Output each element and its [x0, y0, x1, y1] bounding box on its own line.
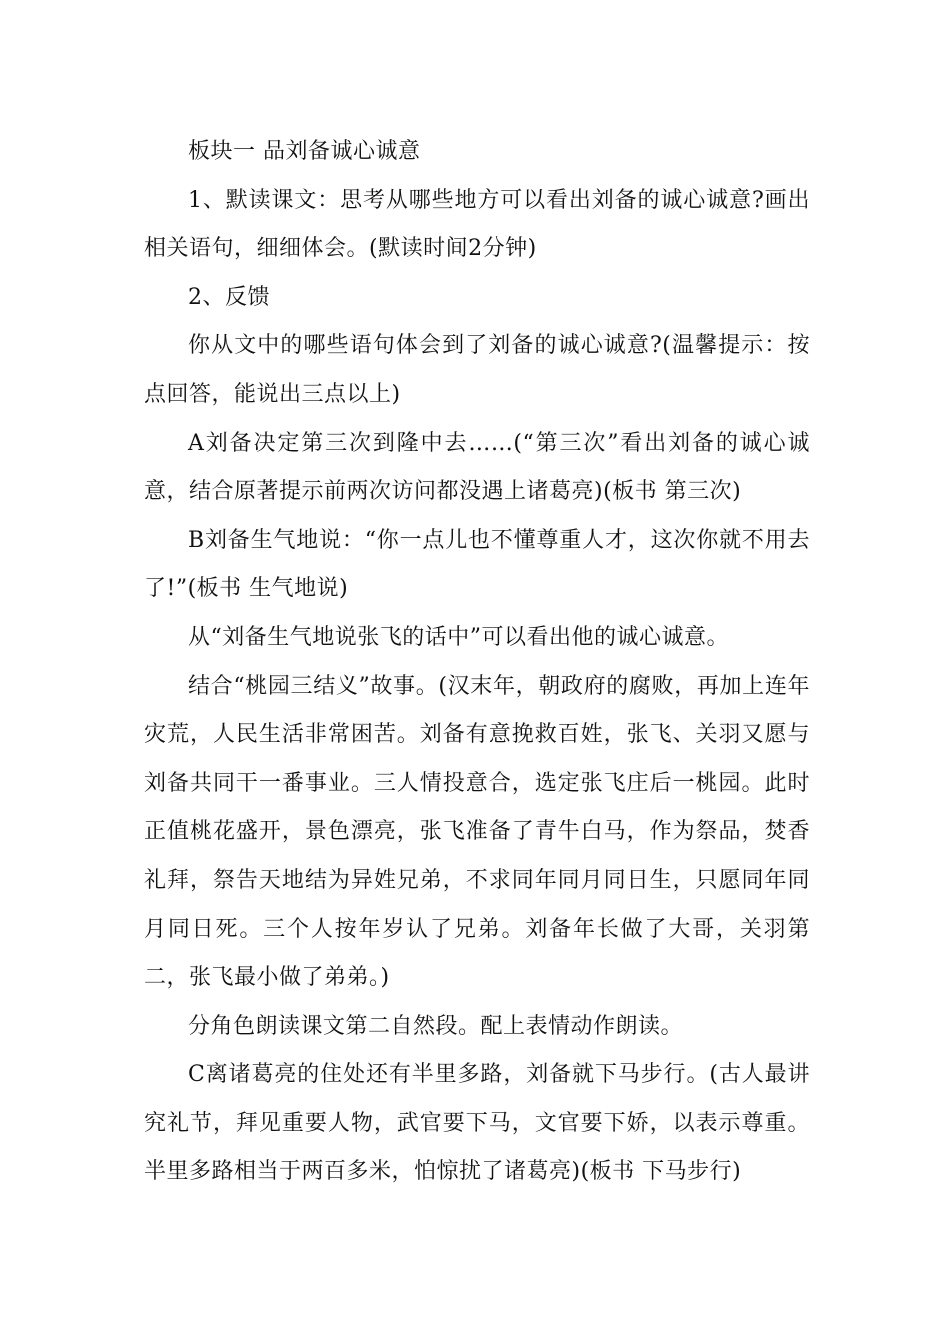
paragraph-silent-reading: 1、默读课文：思考从哪些地方可以看出刘备的诚心诚意?画出相关语句，细细体会。(默读时间2分钟) — [144, 187, 810, 262]
paragraph-conclusion-b: 从“刘备生气地说张飞的话中”可以看出他的诚心诚意。 — [188, 624, 729, 650]
paragraph-point-c: C离诸葛亮的住处还有半里多路，刘备就下马步行。(古人最讲究礼节，拜见重要人物，武官要下马，文官要下娇，以表示尊重。半里多路相当于两百多米，怕惊扰了诸葛亮)(板书 下马步行) — [144, 1062, 810, 1185]
paragraph-question: 你从文中的哪些语句体会到了刘备的诚心诚意?(温馨提示：按点回答，能说出三点以上) — [144, 333, 810, 407]
section-heading: 板块一 品刘备诚心诚意 — [188, 139, 421, 164]
paragraph-taoyuan-story: 结合“桃园三结义”故事。(汉末年，朝政府的腐败，再加上连年灾荒，人民生活非常困苦。刘备有意挽救百姓，张飞、关羽又愿与刘备共同干一番事业。三人情投意合，选定张飞庄后一桃园。此时正值桃花盛开，景色漂亮，张飞准备了青牛白马，作为祭品，焚香礼拜，祭告天地结为异姓兄弟，不求同年同月同日生，只愿同年同月同日死。三个人按年岁认了兄弟。刘备年长做了大哥，关羽第二，张飞最小做了弟弟。) — [144, 673, 810, 991]
paragraph-role-reading: 分角色朗读课文第二自然段。配上表情动作朗读。 — [188, 1013, 684, 1039]
paragraph-feedback: 2、反馈 — [188, 284, 270, 310]
paragraph-point-b: B刘备生气地说：“你一点儿也不懂尊重人才，这次你就不用去了!”(板书 生气地说) — [144, 527, 810, 602]
paragraph-point-a: A刘备决定第三次到隆中去……(“第三次”看出刘备的诚心诚意，结合原著提示前两次访问都没遇上诸葛亮)(板书 第三次) — [144, 430, 810, 505]
document-body — [144, 128, 810, 1197]
